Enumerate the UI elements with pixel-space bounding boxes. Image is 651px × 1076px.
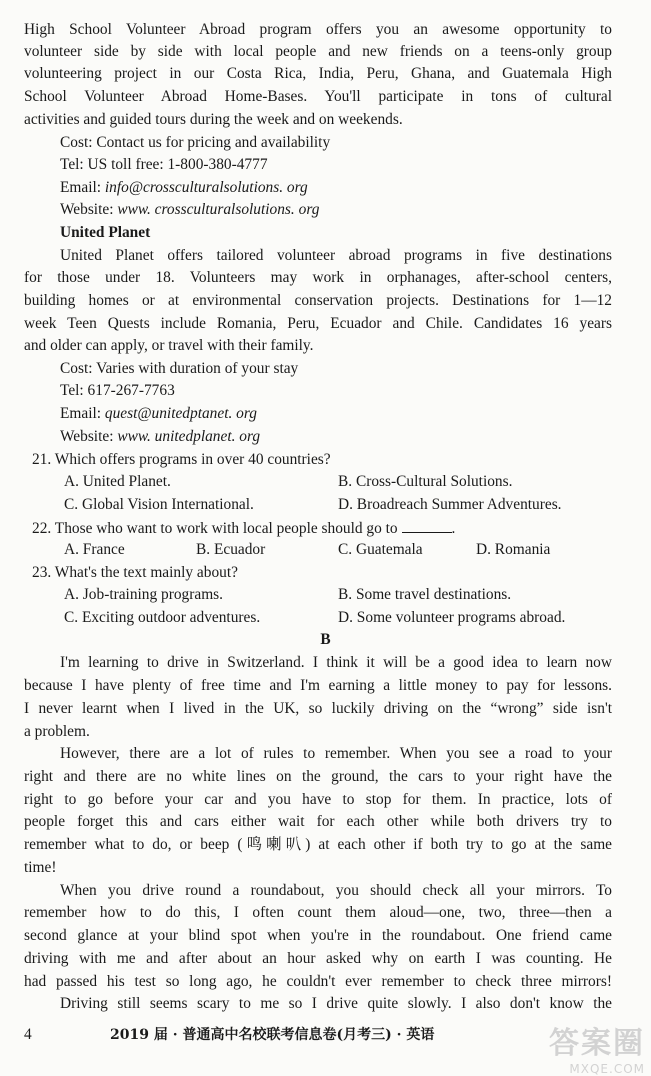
question-stem <box>32 518 455 539</box>
text-line: activities and guided tours during the week and on weekends. <box>24 111 403 128</box>
email-address: info@crossculturalsolutions. org <box>104 179 308 196</box>
email-label: Email: <box>60 405 105 422</box>
question-stem: 21. Which offers programs in over 40 countries? <box>32 451 331 468</box>
option-d[interactable]: D. Some volunteer programs abroad. <box>338 609 566 626</box>
email-label: Email: <box>60 179 105 196</box>
option-b[interactable]: B. Some travel destinations. <box>338 586 512 603</box>
option-a[interactable]: A. Job-training programs. <box>64 586 224 603</box>
page-number: 4 <box>24 1026 32 1043</box>
text-line: remember what to do, or beep (鸣喇叭) at each other if both try to go at the same <box>24 836 612 853</box>
option-c[interactable]: C. Global Vision International. <box>64 496 254 513</box>
website-line <box>60 200 319 220</box>
text-line: School Volunteer Abroad Home-Bases. You'll participate in tons of cultural <box>24 88 612 105</box>
question-stem-end: . <box>451 520 456 537</box>
website-url: www. unitedplanet. org <box>117 428 261 445</box>
option-d[interactable]: D. Broadreach Summer Adventures. <box>338 496 562 513</box>
text-line: I never learnt when I lived in the UK, so luckily driving on the “wrong” side isn't <box>24 700 612 717</box>
text-line: However, there are a lot of rules to remember. When you see a road to your <box>60 745 612 762</box>
section-heading: United Planet <box>60 224 151 241</box>
exam-title: 2019 届 · 普通高中名校联考信息卷(月考三) · 英语 <box>110 1027 435 1043</box>
text-line: Driving still seems scary to me so I drive quite slowly. I also don't know the <box>60 995 612 1012</box>
text-line: for those under 18. Volunteers may work in orphanages, after-school centers, <box>24 269 612 286</box>
text-line: because I have plenty of free time and I'm earning a little money to pay for lessons. <box>24 677 612 694</box>
text-line: a problem. <box>24 723 90 740</box>
option-a[interactable]: A. United Planet. <box>64 473 171 490</box>
text-line: second glance at your blind spot when you're in the roundabout. One friend came <box>24 927 612 944</box>
section-letter: B <box>320 631 331 648</box>
text-line: right to go before your car and you have to stop for them. In practice, lots of <box>24 791 612 808</box>
answer-blank[interactable] <box>402 518 452 533</box>
text-line: time! <box>24 859 57 876</box>
text-line: people forget this and cars either wait for each other while both drivers try to <box>24 813 612 830</box>
cost-line: Cost: Varies with duration of your stay <box>60 360 299 377</box>
tel-line: Tel: 617-267-7763 <box>60 382 175 399</box>
watermark-text: 答案圈 <box>549 1026 645 1061</box>
option-c[interactable]: C. Guatemala <box>338 541 423 558</box>
text-line: driving with me and after about an hour asked why on earth I was counting. He <box>24 950 612 967</box>
option-b[interactable]: B. Cross-Cultural Solutions. <box>338 473 513 490</box>
text-line: volunteering project in our Costa Rica, India, Peru, Ghana, and Guatemala High <box>24 65 612 82</box>
question-stem: 23. What's the text mainly about? <box>32 564 238 581</box>
option-b[interactable]: B. Ecuador <box>196 541 266 558</box>
text-line: remember how to do this, I often count them aloud—one, two, three—then a <box>24 904 612 921</box>
watermark-url: MXQE.COM <box>569 1062 645 1076</box>
option-a[interactable]: A. France <box>64 541 125 558</box>
text-line: I'm learning to drive in Switzerland. I think it will be a good idea to learn now <box>60 654 612 671</box>
text-line: United Planet offers tailored volunteer abroad programs in five destinations <box>60 247 612 264</box>
website-label: Website: <box>60 201 118 218</box>
watermark-logo <box>549 1018 645 1076</box>
option-d[interactable]: D. Romania <box>476 541 551 558</box>
text-line: right and there are no white lines on the ground, the cars to your right have the <box>24 768 612 785</box>
text-line: High School Volunteer Abroad program offers you an awesome opportunity to <box>24 21 612 38</box>
email-line <box>60 178 308 198</box>
email-line <box>60 404 257 424</box>
tel-line: Tel: US toll free: 1-800-380-4777 <box>60 156 268 173</box>
question-stem-text: 22. Those who want to work with local people should go to <box>32 520 398 537</box>
text-line: week Teen Quests include Romania, Peru, Ecuador and Chile. Candidates 16 years <box>24 315 612 332</box>
text-line: had passed his test so long ago, he couldn't ever remember to check three mirrors! <box>24 973 612 990</box>
website-line <box>60 427 260 447</box>
option-c[interactable]: C. Exciting outdoor adventures. <box>64 609 261 626</box>
cost-line: Cost: Contact us for pricing and availability <box>60 134 331 151</box>
text-line: volunteer side by side with local people and new friends on a teens-only group <box>24 43 612 60</box>
website-label: Website: <box>60 428 118 445</box>
email-address: quest@unitedptanet. org <box>104 405 257 422</box>
website-url: www. crossculturalsolutions. org <box>117 201 320 218</box>
text-line: When you drive round a roundabout, you should check all your mirrors. To <box>60 882 612 899</box>
text-line: building homes or at environmental conservation projects. Destinations for 1—12 <box>24 292 612 309</box>
text-line: and older can apply, or travel with their family. <box>24 337 314 354</box>
